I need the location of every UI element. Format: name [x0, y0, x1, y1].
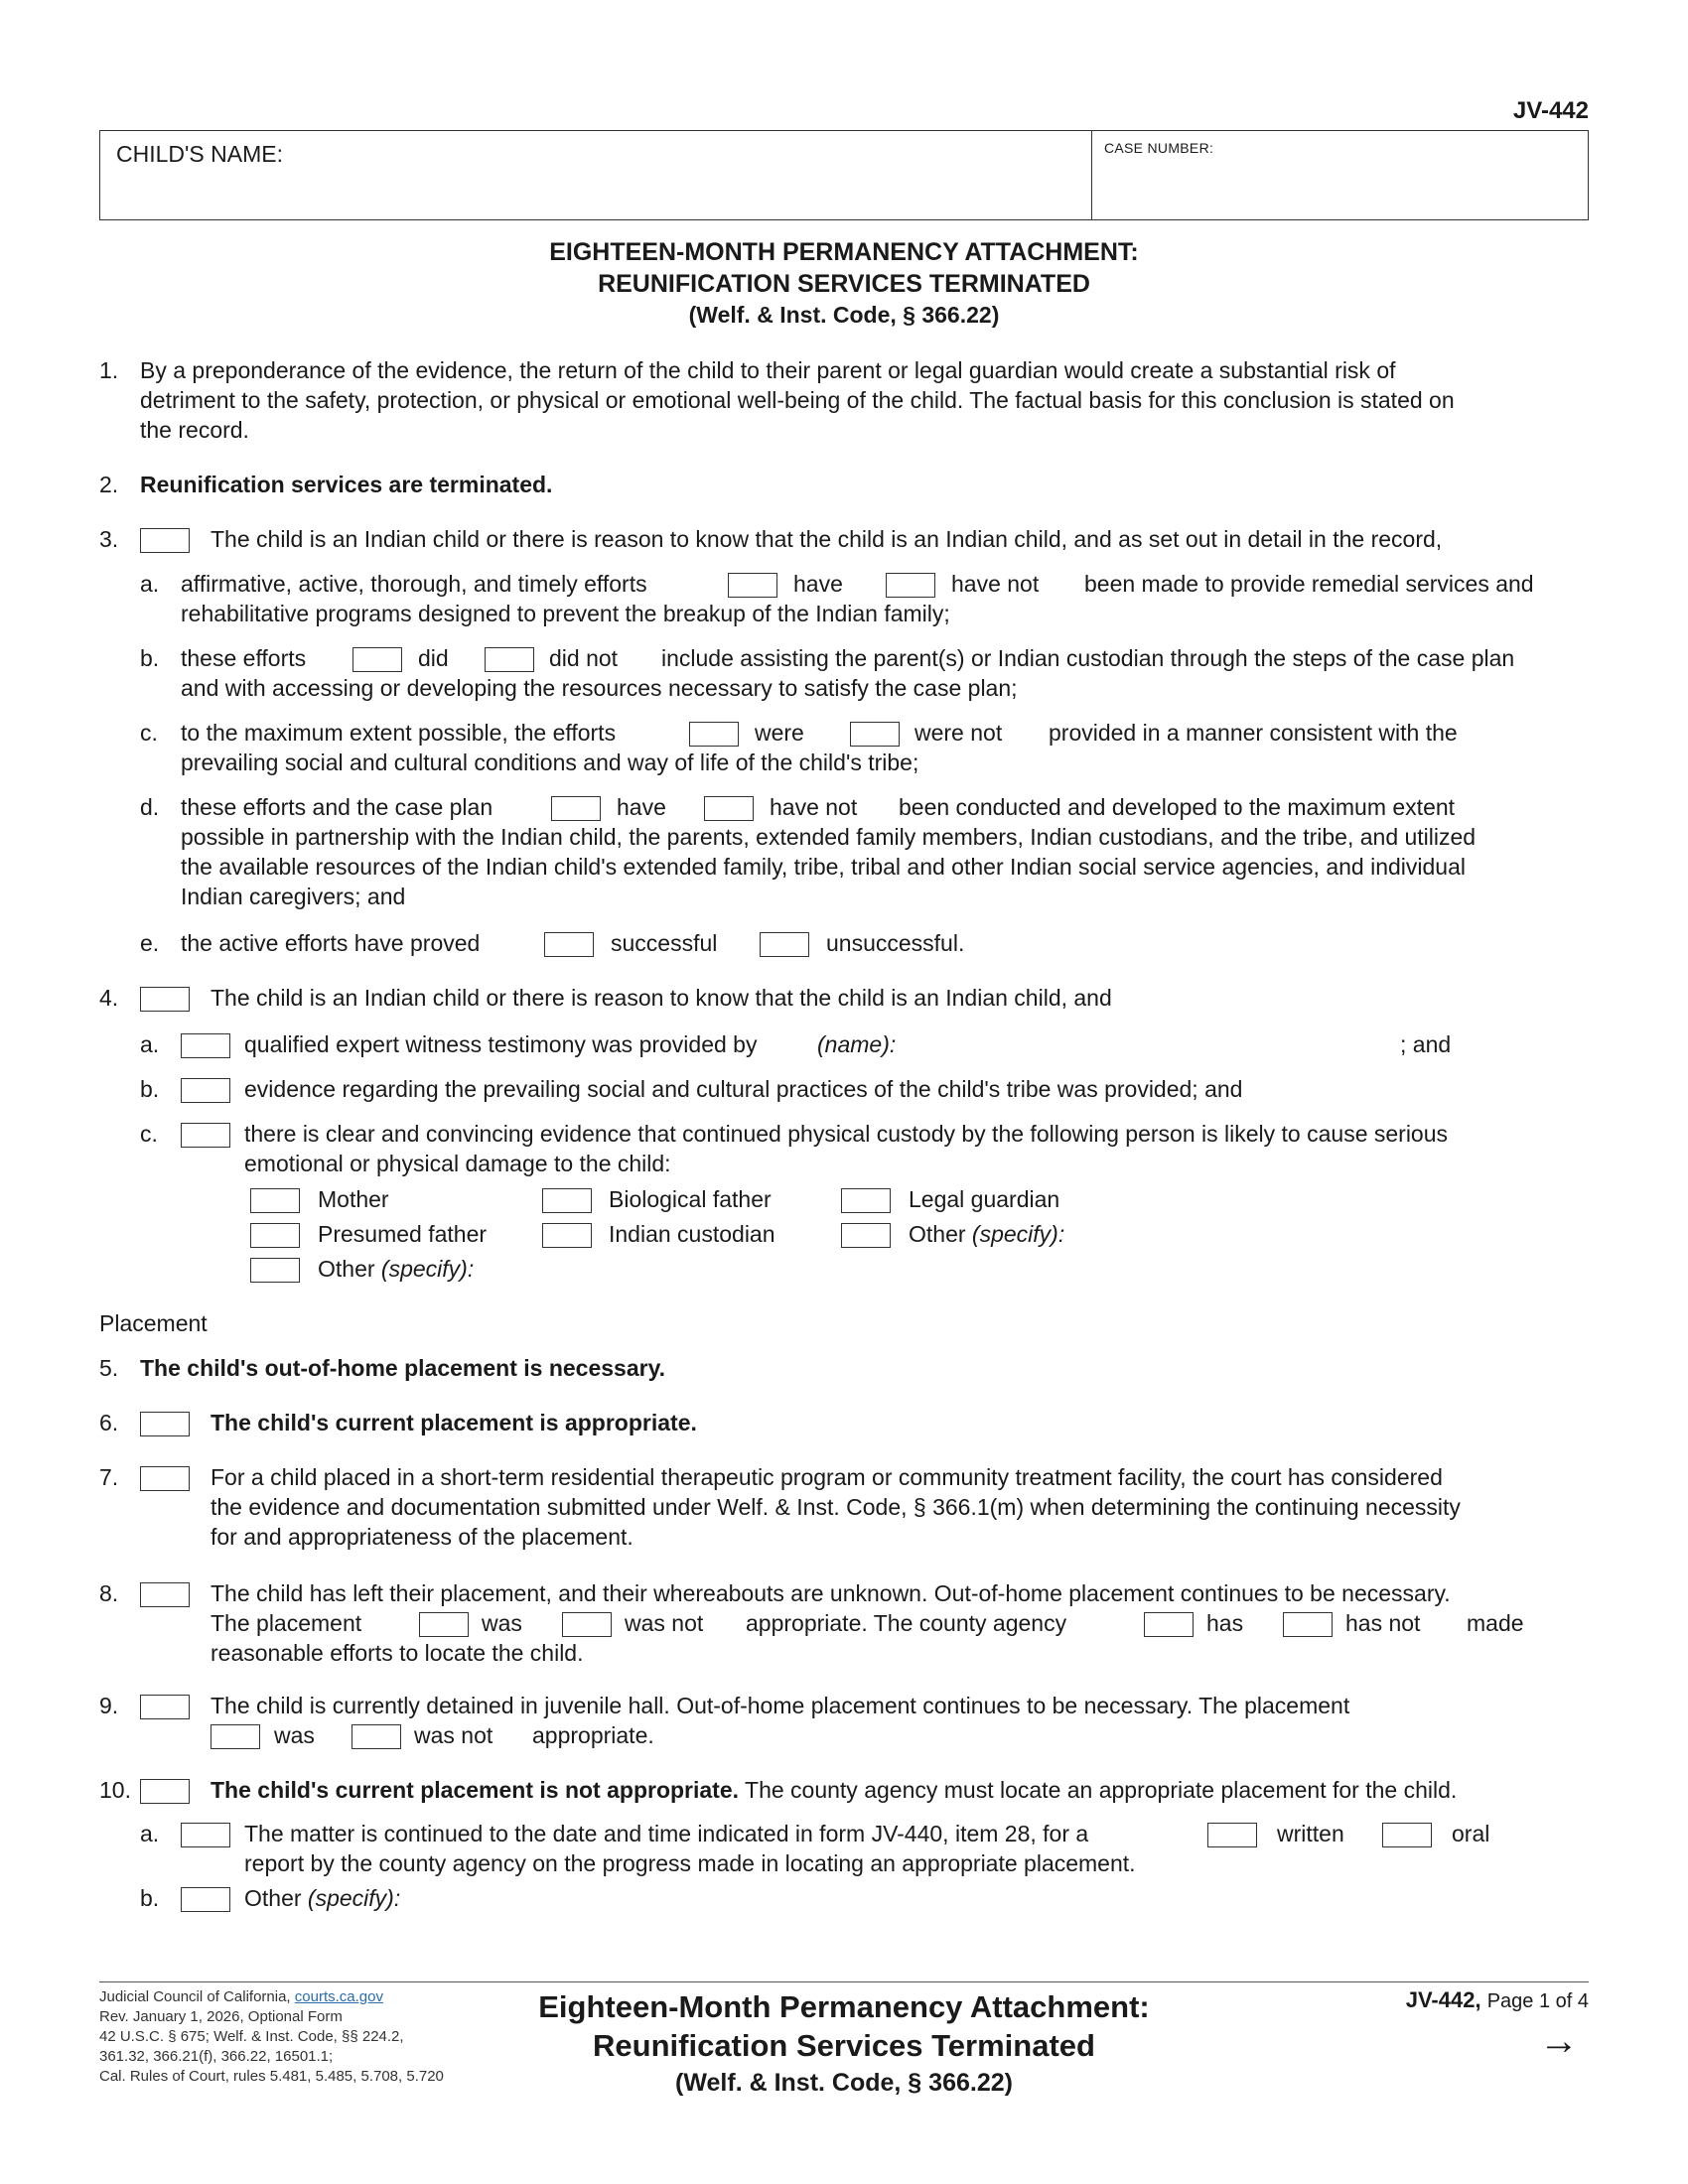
item10b-text: Other (specify): [244, 1885, 401, 1911]
item3e-letter: e. [140, 930, 160, 956]
item3d-line2: possible in partnership with the Indian child, the parents, extended family members, Indian custodians, and the tribe, and utilized [181, 824, 1477, 850]
item3b-did-label: did [418, 645, 449, 671]
item3d-tail: been conducted and developed to the maximum extent [899, 794, 1456, 820]
biological-father-label: Biological father [609, 1186, 772, 1212]
item3e-lead: the active efforts have proved [181, 930, 481, 956]
item4c-line1: there is clear and convincing evidence that continued physical custody by the following person is likely to cause serious [244, 1121, 1449, 1147]
item9-was-checkbox[interactable] [211, 1724, 260, 1749]
item8-was-not-label: was not [625, 1610, 704, 1636]
item8-placement-text: The placement [211, 1610, 362, 1636]
mother-label: Mother [318, 1186, 389, 1212]
item4a-checkbox[interactable] [181, 1033, 230, 1058]
item3d-line4: Indian caregivers; and [181, 884, 406, 909]
caption-divider [1091, 130, 1092, 220]
item3e-successful-label: successful [611, 930, 718, 956]
biological-father-checkbox[interactable] [542, 1188, 592, 1213]
item8-made-text: made [1467, 1610, 1524, 1636]
item4a-letter: a. [140, 1031, 160, 1057]
item8-has-not-checkbox[interactable] [1283, 1612, 1333, 1637]
item3b-letter: b. [140, 645, 160, 671]
item3e-successful-checkbox[interactable] [544, 932, 594, 957]
item10a-text: The matter is continued to the date and time indicated in form JV-440, item 28, for a [244, 1821, 1089, 1846]
other-person-label-2: Other (specify): [318, 1256, 475, 1282]
item6-checkbox[interactable] [140, 1412, 190, 1436]
item4a-text: qualified expert witness testimony was provided by [244, 1031, 758, 1057]
item3b-tail: include assisting the parent(s) or Indian custodian through the steps of the case plan [661, 645, 1515, 671]
item4b-checkbox[interactable] [181, 1078, 230, 1103]
item4-text: The child is an Indian child or there is reason to know that the child is an Indian child, and [211, 985, 1112, 1011]
item3e-unsuccessful-label: unsuccessful. [826, 930, 965, 956]
footer-title-citation: (Welf. & Inst. Code, § 366.22) [675, 2069, 1013, 2097]
form-number: JV-442 [1512, 97, 1589, 124]
other-person-checkbox-2[interactable] [250, 1258, 300, 1283]
item3c-lead: to the maximum extent possible, the efforts [181, 720, 617, 746]
courts-link[interactable]: courts.ca.gov [294, 1988, 383, 2005]
item3b-did-not-label: did not [549, 645, 619, 671]
footer-citation-1: 42 U.S.C. § 675; Welf. & Inst. Code, §§ 224.2, [99, 2028, 404, 2045]
item3c-were-not-checkbox[interactable] [850, 722, 900, 747]
item10-number: 10. [99, 1777, 131, 1803]
placement-heading: Placement [99, 1310, 208, 1336]
item5-number: 5. [99, 1355, 119, 1381]
mother-checkbox[interactable] [250, 1188, 300, 1213]
item7-number: 7. [99, 1464, 119, 1490]
item2-text: Reunification services are terminated. [140, 472, 553, 497]
item1-text-line2: detriment to the safety, protection, or physical or emotional well-being of the child. The factual basis for this conclusion is stated on [140, 387, 1455, 413]
indian-custodian-checkbox[interactable] [542, 1223, 592, 1248]
footer-citation-2: 361.32, 366.21(f), 366.22, 16501.1; [99, 2048, 334, 2065]
item4-checkbox[interactable] [140, 987, 190, 1012]
item9-was-not-checkbox[interactable] [352, 1724, 401, 1749]
item4-number: 4. [99, 985, 119, 1011]
footer-revision: Rev. January 1, 2026, Optional Form [99, 2008, 343, 2025]
item3c-were-checkbox[interactable] [689, 722, 739, 747]
item3c-were-not-label: were not [914, 720, 1003, 746]
item10a-written-checkbox[interactable] [1207, 1823, 1257, 1847]
item8-line3: reasonable efforts to locate the child. [211, 1640, 584, 1666]
item3c-letter: c. [140, 720, 158, 746]
other-person-checkbox-1[interactable] [841, 1223, 891, 1248]
item8-checkbox[interactable] [140, 1582, 190, 1607]
item3a-letter: a. [140, 571, 160, 597]
item3c-were-label: were [755, 720, 804, 746]
item3-number: 3. [99, 526, 119, 552]
item3a-line2: rehabilitative programs designed to prevent the breakup of the Indian family; [181, 601, 950, 626]
item3d-letter: d. [140, 794, 160, 820]
item7-line3: for and appropriateness of the placement. [211, 1524, 633, 1550]
item2-number: 2. [99, 472, 119, 497]
item8-was-not-checkbox[interactable] [562, 1612, 612, 1637]
item3b-did-checkbox[interactable] [352, 647, 402, 672]
item3a-lead: affirmative, active, thorough, and timely efforts [181, 571, 647, 597]
item9-was-not-label: was not [414, 1722, 493, 1748]
item3d-have-label: have [617, 794, 666, 820]
legal-guardian-label: Legal guardian [909, 1186, 1060, 1212]
legal-guardian-checkbox[interactable] [841, 1188, 891, 1213]
item3e-unsuccessful-checkbox[interactable] [760, 932, 809, 957]
item5-text: The child's out-of-home placement is necessary. [140, 1355, 666, 1381]
footer-rule [99, 1981, 1589, 1982]
item8-has-not-label: has not [1345, 1610, 1421, 1636]
item8-has-checkbox[interactable] [1144, 1612, 1194, 1637]
item10a-written-label: written [1277, 1821, 1344, 1846]
item3a-tail: been made to provide remedial services and [1084, 571, 1534, 597]
item10-checkbox[interactable] [140, 1779, 190, 1804]
item3d-lead: these efforts and the case plan [181, 794, 493, 820]
item3c-line2: prevailing social and cultural conditions and way of life of the child's tribe; [181, 750, 919, 775]
item3d-have-not-label: have not [770, 794, 858, 820]
item4a-name-label: (name): [817, 1031, 897, 1057]
footer-council: Judicial Council of California, courts.ca.gov [99, 1988, 383, 2005]
footer-citation-3: Cal. Rules of Court, rules 5.481, 5.485, 5.708, 5.720 [99, 2068, 444, 2085]
item3b-did-not-checkbox[interactable] [485, 647, 534, 672]
item8-number: 8. [99, 1580, 119, 1606]
item10b-letter: b. [140, 1885, 160, 1911]
item1-text-line3: the record. [140, 417, 249, 443]
footer-page-info: JV-442, Page 1 of 4 [1405, 1987, 1589, 2012]
item4c-letter: c. [140, 1121, 158, 1147]
item6-text: The child's current placement is appropriate. [211, 1410, 697, 1435]
item3a-have-label: have [793, 571, 843, 597]
item7-checkbox[interactable] [140, 1466, 190, 1491]
item8-has-label: has [1206, 1610, 1244, 1636]
form-title-citation: (Welf. & Inst. Code, § 366.22) [688, 302, 1000, 328]
item7-line1: For a child placed in a short-term residential therapeutic program or community treatment facility, the court has considered [211, 1464, 1443, 1490]
item4a-tail: ; and [1400, 1031, 1452, 1057]
child-name-field[interactable]: CHILD'S NAME: [116, 141, 283, 167]
item3d-line3: the available resources of the Indian child's extended family, tribe, tribal and other Indian social service agencies, and individual [181, 854, 1466, 880]
item6-number: 6. [99, 1410, 119, 1435]
item7-line2: the evidence and documentation submitted under Welf. & Inst. Code, § 366.1(m) when determining the continuing necessity [211, 1494, 1461, 1520]
item10b-checkbox[interactable] [181, 1887, 230, 1912]
item9-appropriate-text: appropriate. [532, 1722, 654, 1748]
footer-title-line2: Reunification Services Terminated [593, 2028, 1095, 2063]
presumed-father-label: Presumed father [318, 1221, 488, 1247]
other-person-label-1: Other (specify): [909, 1221, 1065, 1247]
item4c-checkbox[interactable] [181, 1123, 230, 1148]
item3-checkbox[interactable] [140, 528, 190, 553]
item3d-have-checkbox[interactable] [551, 796, 601, 821]
item8-was-label: was [482, 1610, 522, 1636]
item8-appropriate-text: appropriate. The county agency [746, 1610, 1067, 1636]
item1-number: 1. [99, 357, 119, 383]
item10a-line2: report by the county agency on the progress made in locating an appropriate placement. [244, 1850, 1136, 1876]
item9-was-label: was [274, 1722, 315, 1748]
item3b-line2: and with accessing or developing the resources necessary to satisfy the case plan; [181, 675, 1018, 701]
item8-was-checkbox[interactable] [419, 1612, 469, 1637]
footer-title-line1: Eighteen-Month Permanency Attachment: [538, 1989, 1150, 2024]
item9-checkbox[interactable] [140, 1695, 190, 1719]
item3a-have-not-checkbox[interactable] [886, 573, 935, 598]
item10a-oral-checkbox[interactable] [1382, 1823, 1432, 1847]
item3a-have-checkbox[interactable] [728, 573, 777, 598]
item4b-letter: b. [140, 1076, 160, 1102]
caption-box [99, 130, 1589, 220]
form-title-line1: EIGHTEEN-MONTH PERMANENCY ATTACHMENT: [549, 238, 1139, 266]
item3d-have-not-checkbox[interactable] [704, 796, 754, 821]
indian-custodian-label: Indian custodian [609, 1221, 775, 1247]
item9-number: 9. [99, 1693, 119, 1718]
item10a-checkbox[interactable] [181, 1823, 230, 1847]
item1-text-line1: By a preponderance of the evidence, the return of the child to their parent or legal guardian would create a substantial risk of [140, 357, 1396, 383]
item10-text: The child's current placement is not appropriate. The county agency must locate an appropriate placement for the child. [211, 1777, 1458, 1803]
item3a-have-not-label: have not [951, 571, 1040, 597]
item3c-tail: provided in a manner consistent with the [1049, 720, 1458, 746]
item10a-oral-label: oral [1452, 1821, 1490, 1846]
form-title-line2: REUNIFICATION SERVICES TERMINATED [598, 270, 1090, 298]
item4c-line2: emotional or physical damage to the child: [244, 1151, 671, 1176]
item3b-lead: these efforts [181, 645, 307, 671]
item9-line1: The child is currently detained in juvenile hall. Out-of-home placement continues to be necessary. The placement [211, 1693, 1350, 1718]
item3-text: The child is an Indian child or there is reason to know that the child is an Indian child, and as set out in detail in the record, [211, 526, 1443, 552]
case-number-field[interactable]: CASE NUMBER: [1104, 140, 1214, 156]
item4b-text: evidence regarding the prevailing social and cultural practices of the child's tribe was provided; and [244, 1076, 1243, 1102]
item10a-letter: a. [140, 1821, 160, 1846]
presumed-father-checkbox[interactable] [250, 1223, 300, 1248]
next-page-arrow-icon[interactable]: → [1539, 2019, 1579, 2063]
item8-line1: The child has left their placement, and their whereabouts are unknown. Out-of-home placement continues to be necessary. [211, 1580, 1451, 1606]
